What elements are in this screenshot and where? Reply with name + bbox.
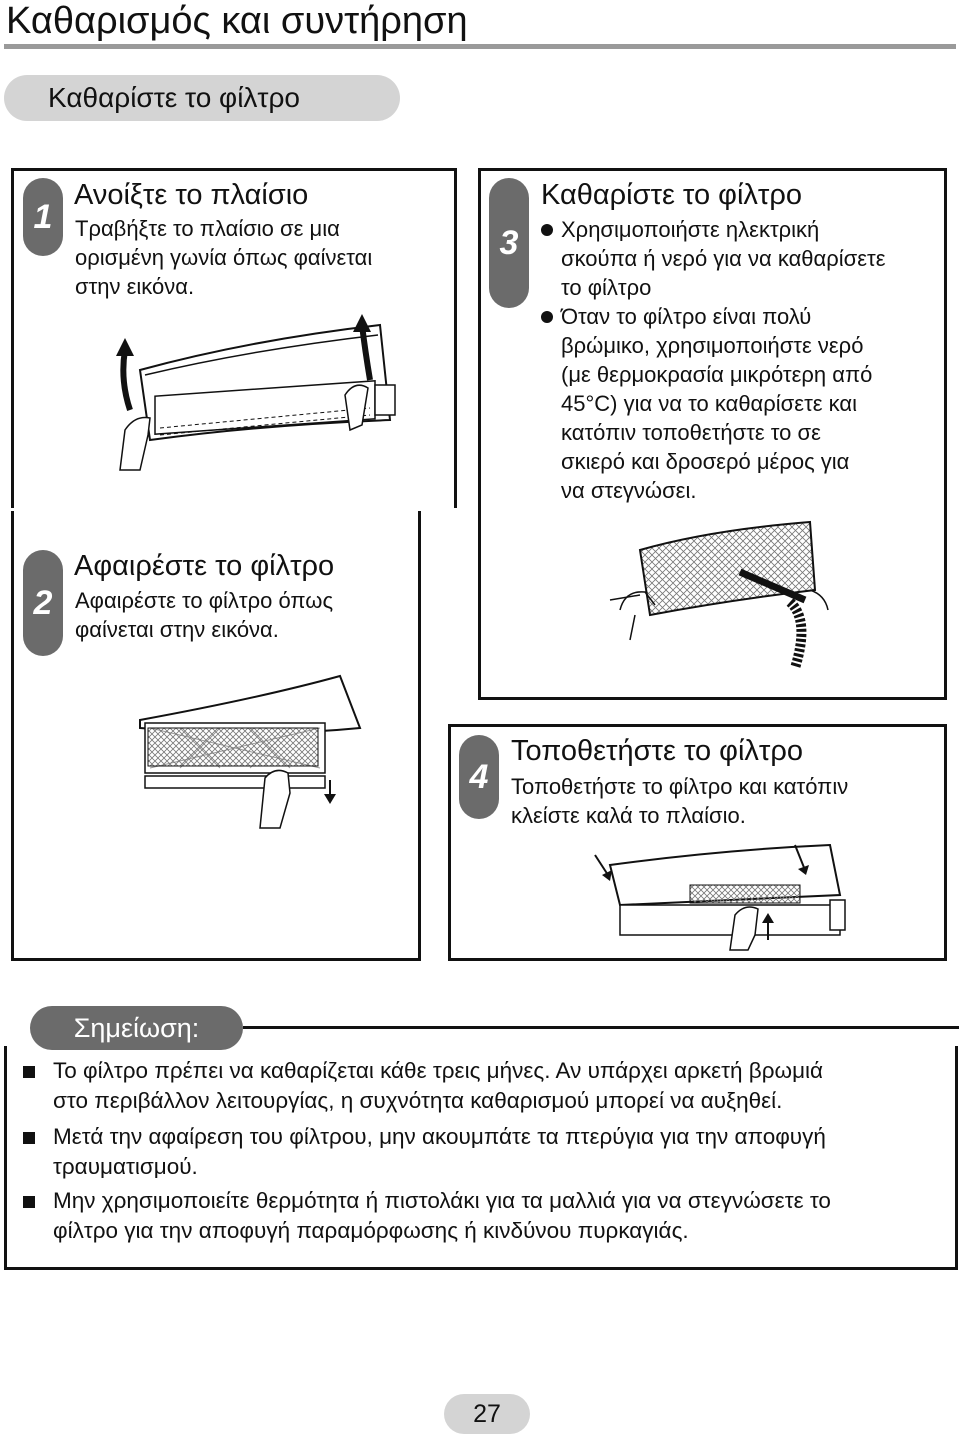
step-4-badge	[459, 735, 499, 819]
step-4-line: κλείστε καλά το πλαίσιο.	[511, 803, 746, 828]
step-2-line: φαίνεται στην εικόνα.	[75, 617, 279, 642]
step-1-text	[75, 214, 372, 301]
note-item-1	[23, 1056, 823, 1116]
note-line: Μην χρησιμοποιείτε θερμότητα ή πιστολάκι για τα μαλλιά για να στεγνώσετε το	[53, 1188, 831, 1213]
step-1-badge	[23, 178, 63, 256]
square-bullet-icon	[23, 1066, 35, 1078]
step-4-number: 4	[469, 757, 489, 796]
step-2-line: Αφαιρέστε το φίλτρο όπως	[75, 588, 334, 613]
open-panel-illustration	[100, 300, 410, 475]
note-label: Σημείωση:	[30, 1006, 243, 1050]
step-4-title: Τοποθετήστε το φίλτρο	[511, 735, 804, 767]
page-title: Καθαρισμός και συντήρηση	[6, 0, 468, 42]
note-line: φίλτρο για την αποφυγή παραμόρφωσης ή κινδύνου πυρκαγιάς.	[53, 1218, 689, 1243]
square-bullet-icon	[23, 1132, 35, 1144]
step-1-title: Ανοίξτε το πλαίσιο	[74, 179, 309, 211]
step-3-line: σκιερό και δροσερό μέρος για	[561, 449, 850, 474]
step-4-line: Τοποθετήστε το φίλτρο και κατόπιν	[511, 774, 849, 799]
title-rule	[4, 44, 956, 49]
step-3-line: βρώμικο, χρησιμοποιήστε νερό	[561, 333, 864, 358]
note-line: Το φίλτρο πρέπει να καθαρίζεται κάθε τρεις μήνες. Αν υπάρχει αρκετή βρωμιά	[53, 1058, 824, 1083]
step-1-line: στην εικόνα.	[75, 274, 195, 299]
step-4-text	[511, 772, 848, 830]
step-3-line: να στεγνώσει.	[561, 478, 697, 503]
step-3-line: 45°C) για να το καθαρίσετε και	[561, 391, 858, 416]
bullet-icon	[541, 224, 553, 236]
note-item-3	[23, 1186, 831, 1246]
bullet-icon	[541, 311, 553, 323]
step-3-line: το φίλτρο	[561, 275, 652, 300]
remove-filter-illustration	[140, 668, 380, 828]
note-line: στο περιβάλλον λειτουργίας, η συχνότητα καθαρισμού μπορεί να αυξηθεί.	[53, 1088, 783, 1113]
step-3-number: 3	[499, 223, 519, 262]
step-2-badge	[23, 550, 63, 656]
step-1-line: ορισμένη γωνία όπως φαίνεται	[75, 245, 373, 270]
note-item-2	[23, 1122, 826, 1182]
step-1-line: Τραβήξτε το πλαίσιο σε μια	[75, 216, 340, 241]
clean-filter-illustration	[610, 520, 840, 670]
step-2-number: 2	[33, 583, 53, 622]
step-3-line: Χρησιμοποιήστε ηλεκτρική	[561, 217, 820, 242]
page-number: 27	[444, 1394, 530, 1434]
note-line: τραυματισμού.	[53, 1154, 198, 1179]
step-3-line: σκούπα ή νερό για να καθαρίσετε	[561, 246, 886, 271]
note-rule	[243, 1026, 959, 1029]
step-3-bullet-1	[541, 215, 886, 302]
step-3-text	[541, 215, 886, 505]
step-3-title: Καθαρίστε το φίλτρο	[541, 179, 802, 211]
step-3-line: Όταν το φίλτρο είναι πολύ	[561, 304, 812, 329]
install-filter-illustration	[590, 845, 860, 950]
section-heading: Καθαρίστε το φίλτρο	[4, 75, 400, 121]
note-line: Μετά την αφαίρεση του φίλτρου, μην ακουμπάτε τα πτερύγια για την αποφυγή	[53, 1124, 826, 1149]
note-box	[4, 1046, 958, 1270]
step-3-line: κατόπιν τοποθετήστε το σε	[561, 420, 821, 445]
step-3-line: (με θερμοκρασία μικρότερη από	[561, 362, 873, 387]
step-2-title: Αφαιρέστε το φίλτρο	[74, 550, 335, 582]
step-2-text	[75, 586, 333, 644]
square-bullet-icon	[23, 1196, 35, 1208]
step-1-number: 1	[33, 197, 53, 236]
step-3-badge	[489, 178, 529, 308]
step-3-bullet-2	[541, 302, 886, 505]
